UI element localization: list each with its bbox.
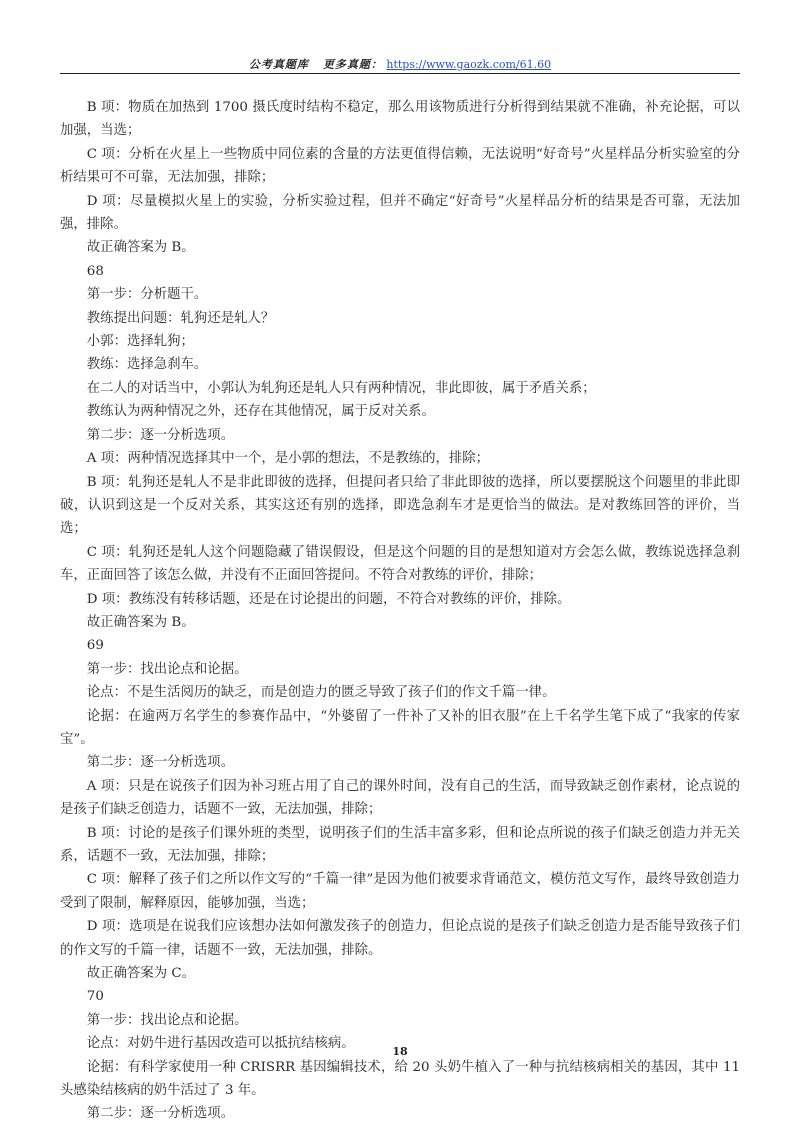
paragraph: C 项：分析在火星上一些物质中同位素的含量的方法更值得信赖，无法说明“好奇号”火星样品分析实验室的分析结果可不可靠，无法加强，排除； [60, 146, 740, 186]
question-number: 69 [86, 638, 104, 654]
header-divider [60, 73, 740, 74]
paragraph: 论据：在逾两万名学生的参赛作品中，“外婆留了一件补了又补的旧衣服”在上千名学生笔下成了“我家的传家宝”。 [60, 708, 740, 747]
paragraph: B 项：物质在加热到 1700 摄氏度时结构不稳定，那么用该物质进行分析得到结果就不准确，补充论据，可以加强，当选； [60, 100, 740, 139]
paragraph: 论点：对奶牛进行基因改造可以抵抗结核病。 [86, 1036, 355, 1052]
paragraph: 小郭：选择轧狗； [86, 334, 194, 350]
paragraph: A 项：只是在说孩子们因为补习班占用了自己的课外时间，没有自己的生活，而导致缺乏创作素材，论点说的是孩子们缺乏创造力，话题不一致，无法加强，排除； [60, 778, 740, 818]
paragraph: 论据：有科学家使用一种 CRISRR 基因编辑技术，给 20 头奶牛植入了一种与抗结核病相关的基因，其中 11 头感染结核病的奶牛活过了 3 年。 [60, 1059, 740, 1099]
paragraph: D 项：尽量模拟火星上的实验，分析实验过程，但并不确定“好奇号”火星样品分析的结果是否可靠，无法加强，排除。 [60, 193, 740, 233]
question-number: 70 [86, 989, 104, 1005]
answer-line: 故正确答案为 C。 [86, 966, 196, 982]
page-number: 18 [392, 1045, 408, 1058]
header-more-label: 更多真题： [322, 58, 383, 71]
answer-line: 故正确答案为 B。 [86, 240, 195, 256]
answer-line: 故正确答案为 B。 [86, 614, 195, 630]
paragraph: C 项：轧狗还是轧人这个问题隐藏了错误假设，但是这个问题的目的是想知道对方会怎么做，教练说选择急刹车，正面回答了该怎么做，并没有不正面回答提问。不符合对教练的评价，排除； [60, 544, 740, 584]
paragraph: 论点：不是生活阅历的缺乏，而是创造力的匮乏导致了孩子们的作文千篇一律。 [86, 685, 556, 701]
paragraph: D 项：教练没有转移话题，还是在讨论提出的问题，不符合对教练的评价，排除。 [86, 591, 571, 607]
document-body [60, 96, 740, 1126]
paragraph: C 项：解释了孩子们之所以作文写的“千篇一律”是因为他们被要求背诵范文，模仿范文写作，最终导致创造力受到了限制，解释原因，能够加强，当选； [60, 872, 740, 911]
question-number: 68 [86, 263, 104, 279]
page-header [60, 56, 740, 72]
paragraph: B 项：讨论的是孩子们课外班的类型，说明孩子们的生活丰富多彩，但和论点所说的孩子们缺乏创造力并无关系，话题不一致，无法加强，排除； [60, 825, 740, 864]
header-link[interactable]: https://www.gaozk.com/61.60 [386, 58, 552, 71]
paragraph: A 项：两种情况选择其中一个，是小郭的想法，不是教练的，排除； [86, 451, 490, 467]
step-heading: 第二步：逐一分析选项。 [86, 755, 235, 771]
step-heading: 第一步：找出论点和论据。 [86, 1012, 248, 1028]
step-heading: 第二步：逐一分析选项。 [86, 427, 235, 443]
step-heading: 第二步：逐一分析选项。 [86, 1106, 235, 1122]
header-brand: 公考真题库 [248, 58, 309, 71]
paragraph: D 项：选项是在说我们应该想办法如何激发孩子的创造力，但论点说的是孩子们缺乏创造力是否能导致孩子们的作文写的千篇一律，话题不一致，无法加强，排除。 [60, 919, 740, 958]
paragraph: 教练：选择急刹车。 [86, 357, 208, 373]
paragraph: 教练提出问题：轧狗还是轧人？ [86, 310, 275, 326]
step-heading: 第一步：找出论点和论据。 [86, 661, 248, 677]
paragraph: 在二人的对话当中，小郭认为轧狗还是轧人只有两种情况，非此即彼，属于矛盾关系； [86, 380, 596, 396]
paragraph: B 项：轧狗还是轧人不是非此即彼的选择，但提问者只给了非此即彼的选择，所以要摆脱这个问题里的非此即破，认识到这是一个反对关系，其实这还有别的选择，即选急刹车才是更恰当的做法。是对教练回答的评价，当选； [60, 474, 740, 537]
step-heading: 第一步：分析题干。 [86, 287, 208, 303]
paragraph: 教练认为两种情况之外，还存在其他情况，属于反对关系。 [86, 404, 435, 420]
